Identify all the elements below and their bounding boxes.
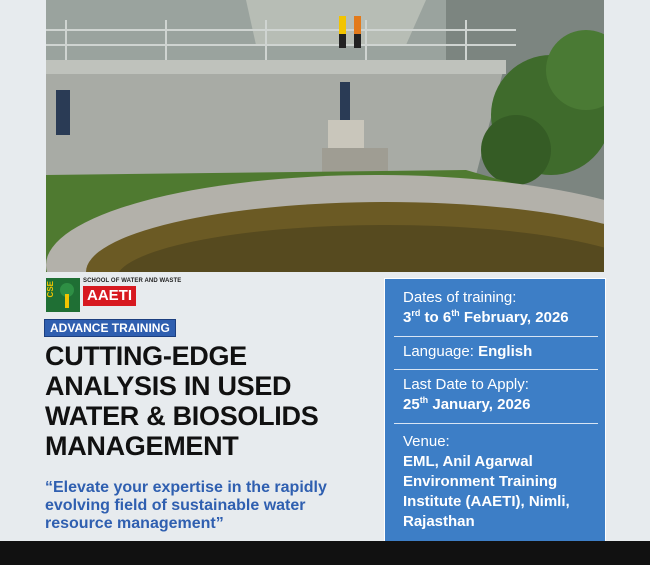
apply-value xyxy=(403,395,599,415)
footer-bar xyxy=(0,541,650,565)
cse-emblem-icon xyxy=(46,278,80,312)
date-end-day: 6 xyxy=(442,309,452,326)
divider xyxy=(394,423,598,424)
logo-school-text: SCHOOL OF WATER AND WASTE xyxy=(83,278,182,284)
date-to: to xyxy=(420,309,443,326)
apply-label: Last Date to Apply: xyxy=(403,376,529,393)
language-value: English xyxy=(478,343,533,360)
dates-section xyxy=(403,288,599,328)
language-label: Language: xyxy=(403,343,479,360)
venue-section xyxy=(403,432,599,532)
date-end-rest: February, 2026 xyxy=(459,309,569,326)
date-start-suffix: rd xyxy=(411,308,421,318)
apply-suffix: th xyxy=(419,395,429,405)
title-line: WATER & BIOSOLIDS xyxy=(45,401,319,431)
venue-label: Venue: xyxy=(403,433,450,450)
page-title xyxy=(45,341,385,461)
divider xyxy=(394,369,598,370)
tagline-quote: “Elevate your expertise in the rapidly evolving field of sustainable water resource management” xyxy=(45,479,327,532)
aaeti-logo xyxy=(46,278,181,312)
language-section xyxy=(403,342,599,362)
apply-section xyxy=(403,375,599,415)
title-line: ANALYSIS IN USED xyxy=(45,371,292,401)
cse-text: CSE xyxy=(46,281,55,298)
training-info-panel xyxy=(384,278,606,558)
hero-photo-water-treatment-plant xyxy=(46,0,604,272)
dates-label: Dates of training: xyxy=(403,289,517,306)
date-start-day: 3 xyxy=(403,309,412,326)
venue-value: EML, Anil Agarwal Environment Training Institute (AAETI), Nimli, Rajasthan xyxy=(403,453,570,530)
dates-value xyxy=(403,308,599,328)
apply-rest: January, 2026 xyxy=(428,396,531,413)
divider xyxy=(394,336,598,337)
logo-aaeti-text: AAETI xyxy=(83,286,136,306)
title-line: MANAGEMENT xyxy=(45,431,239,461)
advance-training-badge: ADVANCE TRAINING xyxy=(44,319,176,337)
date-end-suffix: th xyxy=(451,308,460,318)
apply-day: 25 xyxy=(403,396,420,413)
title-line: CUTTING-EDGE xyxy=(45,341,247,371)
